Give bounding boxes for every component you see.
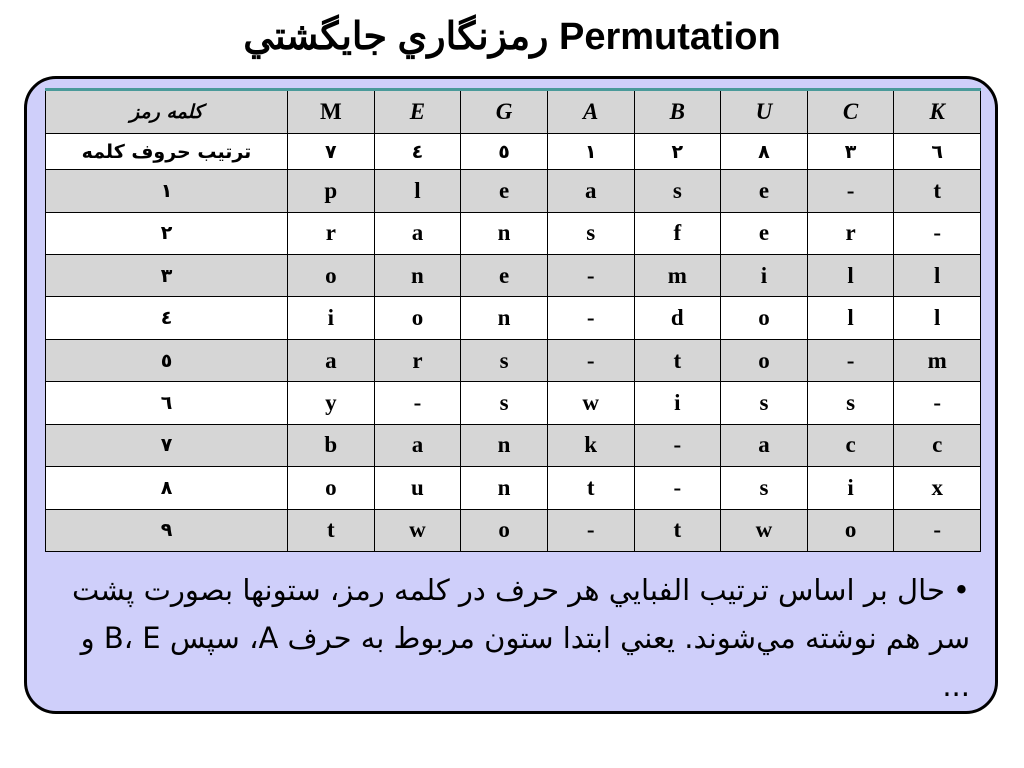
table-cell: u — [374, 467, 461, 509]
table-cell: - — [894, 382, 981, 424]
order-label: ترتيب حروف كلمه — [46, 134, 288, 170]
table-cell: a — [721, 424, 808, 466]
table-cell: o — [721, 297, 808, 339]
row-number: ٧ — [46, 424, 288, 466]
table-cell: p — [288, 170, 375, 212]
table-cell: c — [894, 424, 981, 466]
row-number: ٣ — [46, 254, 288, 296]
table-cell: i — [721, 254, 808, 296]
table-cell: w — [721, 509, 808, 551]
table-cell: e — [461, 170, 548, 212]
key-letter: M — [288, 90, 375, 134]
table-row — [46, 467, 981, 509]
table-row — [46, 339, 981, 381]
table-cell: i — [807, 467, 894, 509]
table-cell: - — [894, 509, 981, 551]
key-letter: G — [461, 90, 548, 134]
table-cell: x — [894, 467, 981, 509]
order-number: ٦ — [894, 134, 981, 170]
table-cell: f — [634, 212, 721, 254]
table-cell: c — [807, 424, 894, 466]
order-number: ٢ — [634, 134, 721, 170]
key-letter: E — [374, 90, 461, 134]
key-letter: U — [721, 90, 808, 134]
bullet-icon: • — [952, 573, 970, 607]
table-cell: s — [721, 382, 808, 424]
row-number: ٤ — [46, 297, 288, 339]
table-cell: o — [288, 467, 375, 509]
order-row — [46, 134, 981, 170]
table-cell: s — [461, 382, 548, 424]
table-cell: s — [807, 382, 894, 424]
table-cell: m — [634, 254, 721, 296]
row-number: ١ — [46, 170, 288, 212]
key-letter: C — [807, 90, 894, 134]
table-cell: l — [807, 254, 894, 296]
table-cell: w — [547, 382, 634, 424]
table-row — [46, 424, 981, 466]
table-cell: l — [894, 297, 981, 339]
table-cell: s — [634, 170, 721, 212]
table-row — [46, 254, 981, 296]
permutation-table — [45, 88, 981, 552]
table-cell: l — [807, 297, 894, 339]
table-cell: a — [374, 212, 461, 254]
row-number: ٦ — [46, 382, 288, 424]
row-number: ٩ — [46, 509, 288, 551]
key-letter: A — [547, 90, 634, 134]
table-cell: d — [634, 297, 721, 339]
table-cell: n — [461, 212, 548, 254]
table-cell: t — [634, 339, 721, 381]
table-cell: s — [721, 467, 808, 509]
table-cell: i — [634, 382, 721, 424]
table-cell: a — [288, 339, 375, 381]
table-cell: r — [288, 212, 375, 254]
table-cell: b — [288, 424, 375, 466]
row-number: ٢ — [46, 212, 288, 254]
order-number: ٤ — [374, 134, 461, 170]
table-cell: - — [374, 382, 461, 424]
table-cell: o — [374, 297, 461, 339]
table-cell: l — [374, 170, 461, 212]
key-label: كلمه رمز — [46, 90, 288, 134]
table-cell: i — [288, 297, 375, 339]
table-cell: o — [461, 509, 548, 551]
table-cell: - — [807, 170, 894, 212]
table-cell: t — [634, 509, 721, 551]
table-row — [46, 297, 981, 339]
caption-body: حال بر اساس ترتيب الفبايي هر حرف در كلمه رمز، ستونها بصورت پشت سر هم نوشته مي‌شوند. يعني ابتدا ستون مربوط به حرف A، سپس B، E و ... — [71, 573, 970, 703]
table-cell: n — [461, 424, 548, 466]
order-number: ٣ — [807, 134, 894, 170]
table-cell: s — [461, 339, 548, 381]
order-number: ٨ — [721, 134, 808, 170]
table-cell: - — [547, 509, 634, 551]
table-cell: e — [721, 170, 808, 212]
key-letter: B — [634, 90, 721, 134]
table-row — [46, 212, 981, 254]
table-cell: - — [547, 254, 634, 296]
order-number: ٥ — [461, 134, 548, 170]
table-cell: e — [721, 212, 808, 254]
table-row — [46, 382, 981, 424]
table-cell: t — [894, 170, 981, 212]
caption-text — [50, 566, 970, 710]
table-cell: s — [547, 212, 634, 254]
key-letter: K — [894, 90, 981, 134]
order-number: ٧ — [288, 134, 375, 170]
table-cell: n — [461, 467, 548, 509]
table-cell: n — [374, 254, 461, 296]
table-cell: e — [461, 254, 548, 296]
row-number: ٥ — [46, 339, 288, 381]
table-cell: m — [894, 339, 981, 381]
table-cell: y — [288, 382, 375, 424]
key-row — [46, 90, 981, 134]
slide-title: رمزنگاري جايگشتي Permutation — [243, 16, 781, 58]
table-cell: k — [547, 424, 634, 466]
table-cell: o — [807, 509, 894, 551]
table-cell: - — [634, 424, 721, 466]
table-cell: r — [374, 339, 461, 381]
table-cell: t — [288, 509, 375, 551]
row-number: ٨ — [46, 467, 288, 509]
table-cell: r — [807, 212, 894, 254]
table-cell: n — [461, 297, 548, 339]
table-cell: - — [634, 467, 721, 509]
table-cell: - — [894, 212, 981, 254]
table-cell: w — [374, 509, 461, 551]
table-row — [46, 509, 981, 551]
table-cell: a — [374, 424, 461, 466]
table-cell: a — [547, 170, 634, 212]
table-cell: o — [721, 339, 808, 381]
table-row — [46, 170, 981, 212]
table-cell: - — [547, 297, 634, 339]
table-cell: l — [894, 254, 981, 296]
table-cell: - — [547, 339, 634, 381]
table-cell: t — [547, 467, 634, 509]
table-cell: - — [807, 339, 894, 381]
table-cell: o — [288, 254, 375, 296]
order-number: ١ — [547, 134, 634, 170]
